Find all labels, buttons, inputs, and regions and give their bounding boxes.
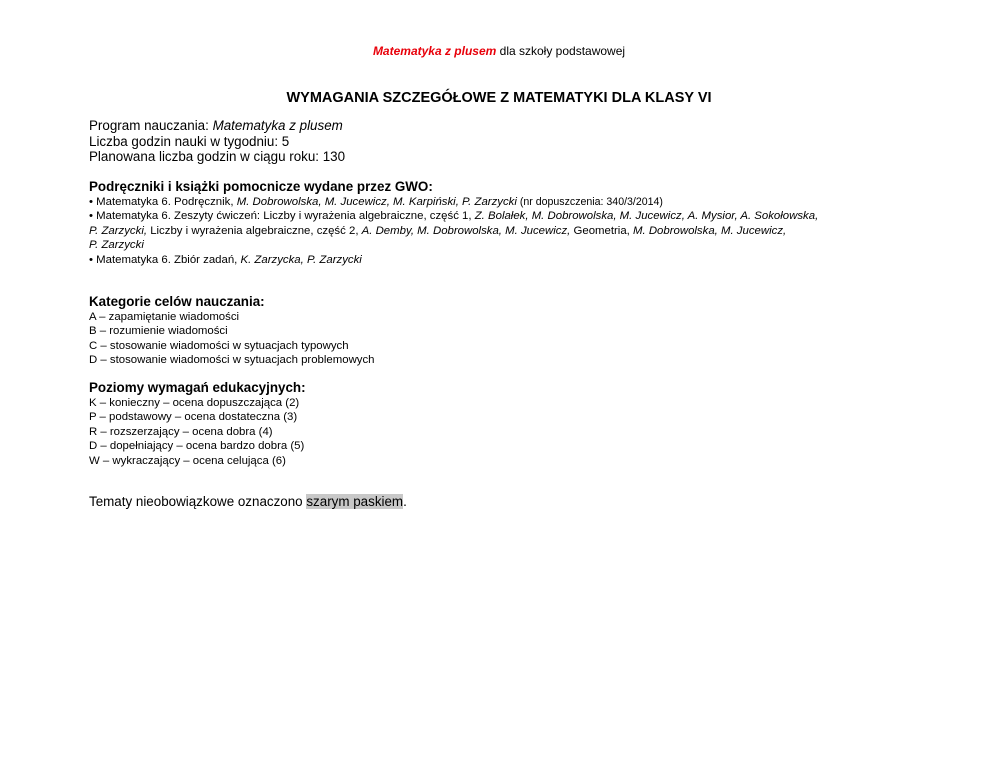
books-heading: Podręczniki i książki pomocnicze wydane przez GWO: (89, 179, 433, 194)
workbook-authors-1b: P. Zarzycki, (89, 224, 148, 237)
workbook-authors-1: Z. Bolałek, M. Dobrowolska, M. Jucewicz, A. Mysior, A. Sokołowska, (474, 210, 819, 222)
level-item: D – dopełniający – ocena bardzo dobra (5) (89, 440, 305, 452)
levels-section (89, 380, 909, 468)
categories-heading: Kategorie celów nauczania: (89, 294, 265, 309)
workbook-authors-3b: P. Zarzycki (89, 239, 144, 251)
level-item: W – wykraczający – ocena celująca (6) (89, 454, 286, 467)
categories-section (89, 294, 909, 368)
program-line (89, 118, 909, 134)
page-header (89, 44, 909, 58)
workbook-title: • Matematyka 6. Zeszyty ćwiczeń: Liczby i wyrażenia algebraiczne, część 1, (89, 210, 475, 222)
book-item-textbook (89, 195, 909, 210)
category-item: D – stosowanie wiadomości w sytuacjach problemowych (89, 354, 375, 366)
footer-text: Tematy nieobowiązkowe oznaczono (89, 494, 307, 509)
brand-name: Matematyka z plusem (372, 44, 497, 58)
book-approval-note: (nr dopuszczenia: 340/3/2014) (516, 195, 663, 208)
workbook-authors-2: A. Demby, M. Dobrowolska, M. Jucewicz, (361, 224, 571, 237)
book-item-exercises (89, 253, 909, 268)
levels-heading: Poziomy wymagań edukacyjnych: (89, 380, 306, 395)
program-value: Matematyka z plusem (212, 118, 343, 133)
program-info (89, 118, 909, 165)
category-item: A – zapamiętanie wiadomości (89, 310, 240, 323)
category-item: B – rozumienie wiadomości (89, 325, 228, 337)
page-title: WYMAGANIA SZCZEGÓŁOWE Z MATEMATYKI DLA KLASY VI (286, 90, 712, 106)
category-item: C – stosowanie wiadomości w sytuacjach typowych (89, 339, 349, 352)
books-section (89, 179, 909, 267)
workbook-part-2: Liczby i wyrażenia algebraiczne, część 2, (147, 224, 362, 237)
level-item: K – konieczny – ocena dopuszczająca (2) (89, 396, 300, 409)
footer-note (89, 494, 909, 510)
level-item: P – podstawowy – ocena dostateczna (3) (89, 411, 298, 423)
book-item-workbooks (89, 209, 909, 253)
header-subtitle: dla szkoły podstawowej (496, 44, 626, 58)
hours-per-week: Liczba godzin nauki w tygodniu: 5 (89, 133, 290, 149)
gray-stripe-marker: szarym paskiem (306, 494, 404, 509)
level-item: R – rozszerzający – ocena dobra (4) (89, 425, 273, 438)
book-title: • Matematyka 6. Podręcznik, (89, 195, 237, 208)
book-authors: M. Dobrowolska, M. Jucewicz, M. Karpiński, P. Zarzycki (236, 195, 517, 208)
workbook-geometry: Geometria, (570, 224, 633, 237)
hours-per-year: Planowana liczba godzin w ciągu roku: 130 (89, 149, 346, 164)
exercise-book-title: • Matematyka 6. Zbiór zadań, (89, 253, 241, 266)
workbook-authors-3: M. Dobrowolska, M. Jucewicz, (633, 224, 787, 237)
program-label: Program nauczania: (89, 118, 213, 133)
exercise-book-authors: K. Zarzycka, P. Zarzycki (240, 253, 362, 266)
footer-period: . (403, 494, 407, 509)
